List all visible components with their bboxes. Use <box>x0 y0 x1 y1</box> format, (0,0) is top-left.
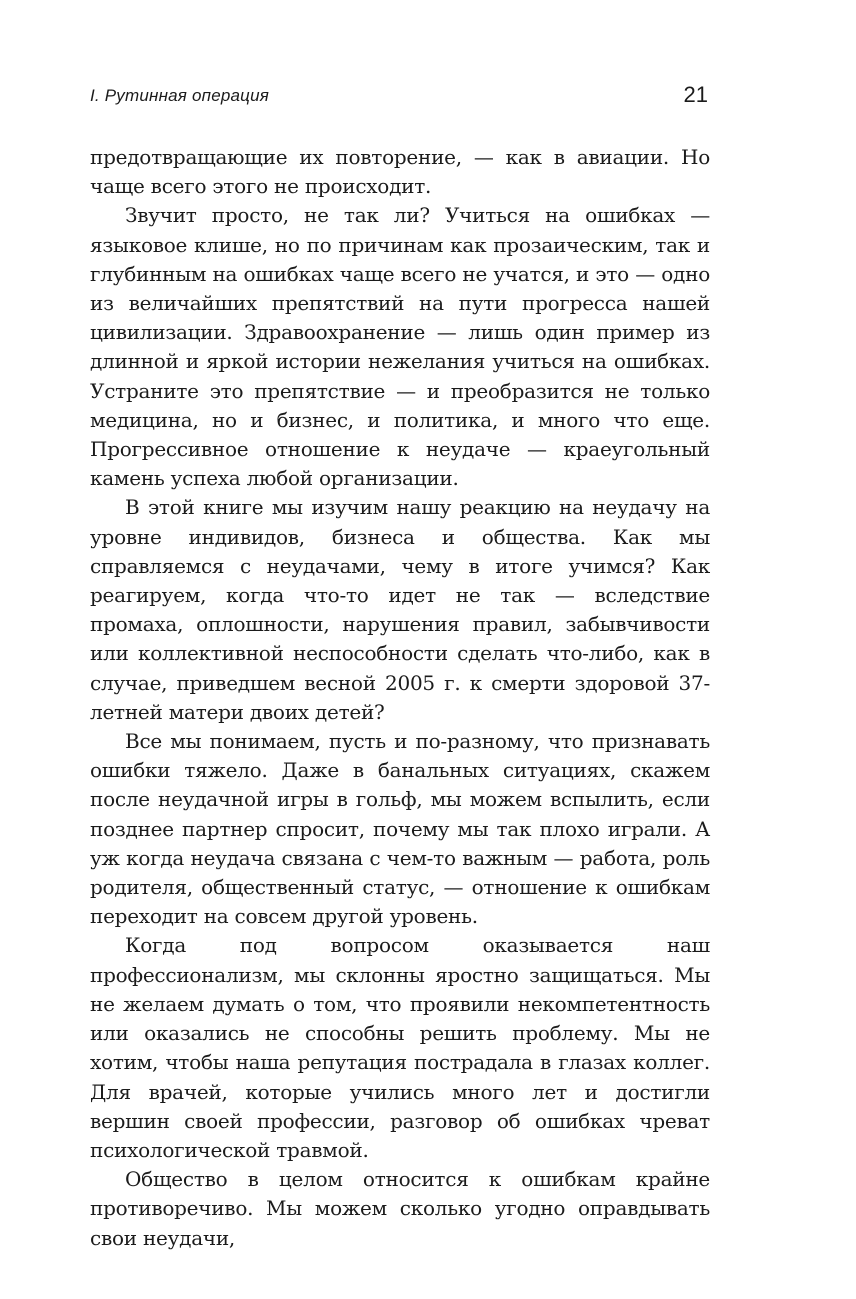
running-header <box>90 84 710 112</box>
paragraph: Когда под вопросом оказывается наш профессионализм, мы склонны яростно защищаться. Мы не желаем думать о том, что проявили некомпетентность или оказались не способны решить проблему. Мы не хотим, чтобы наша репутация пострадала в глазах коллег. Для врачей, которые учились много лет и достигли вершин своей профессии, разговор об ошибках чреват психологической травмой. <box>90 933 710 1162</box>
paragraph: Все мы понимаем, пусть и по-разному, что признавать ошибки тяжело. Даже в банальных ситуациях, скажем после неудачной игры в гольф, мы можем вспылить, если позднее партнер спросит, почему мы так плохо играли. А уж когда неудача связана с чем-то важным — работа, роль родителя, общественный статус, — отношение к ошибкам переходит на совсем другой уровень. <box>90 729 710 929</box>
body-text <box>90 143 710 1253</box>
paragraph-continuation: предотвращающие их повторение, — как в авиации. Но чаще всего этого не происходит. <box>90 145 710 199</box>
paragraph: В этой книге мы изучим нашу реакцию на неудачу на уровне индивидов, бизнеса и общества. Как мы справляемся с неудачами, чему в итоге учимся? Как реагируем, когда что-то идет не так — вследствие промаха, оплошности, нарушения правил, забывчивости или коллективной неспособности сделать что-либо, как в случае, приведшем весной 2005 г. к смерти здоровой 37-летней матери двоих детей? <box>90 495 710 724</box>
page-number: 21 <box>683 82 708 107</box>
section-title: I. Рутинная операция <box>90 86 270 105</box>
paragraph: Общество в целом относится к ошибкам крайне противоречиво. Мы можем сколько угодно оправдывать свои неудачи, <box>90 1167 710 1250</box>
paragraph: Звучит просто, не так ли? Учиться на ошибках — языковое клише, но по причинам как прозаическим, так и глубинным на ошибках чаще всего не учатся, и это — одно из величайших препятствий на пути прогресса нашей цивилизации. Здравоохранение — лишь один пример из длинной и яркой истории нежелания учиться на ошибках. Устраните это препятствие — и преобразится не только медицина, но и бизнес, и политика, и много что еще. Прогрессивное отношение к неудаче — краеугольный камень успеха любой организации. <box>90 203 710 491</box>
